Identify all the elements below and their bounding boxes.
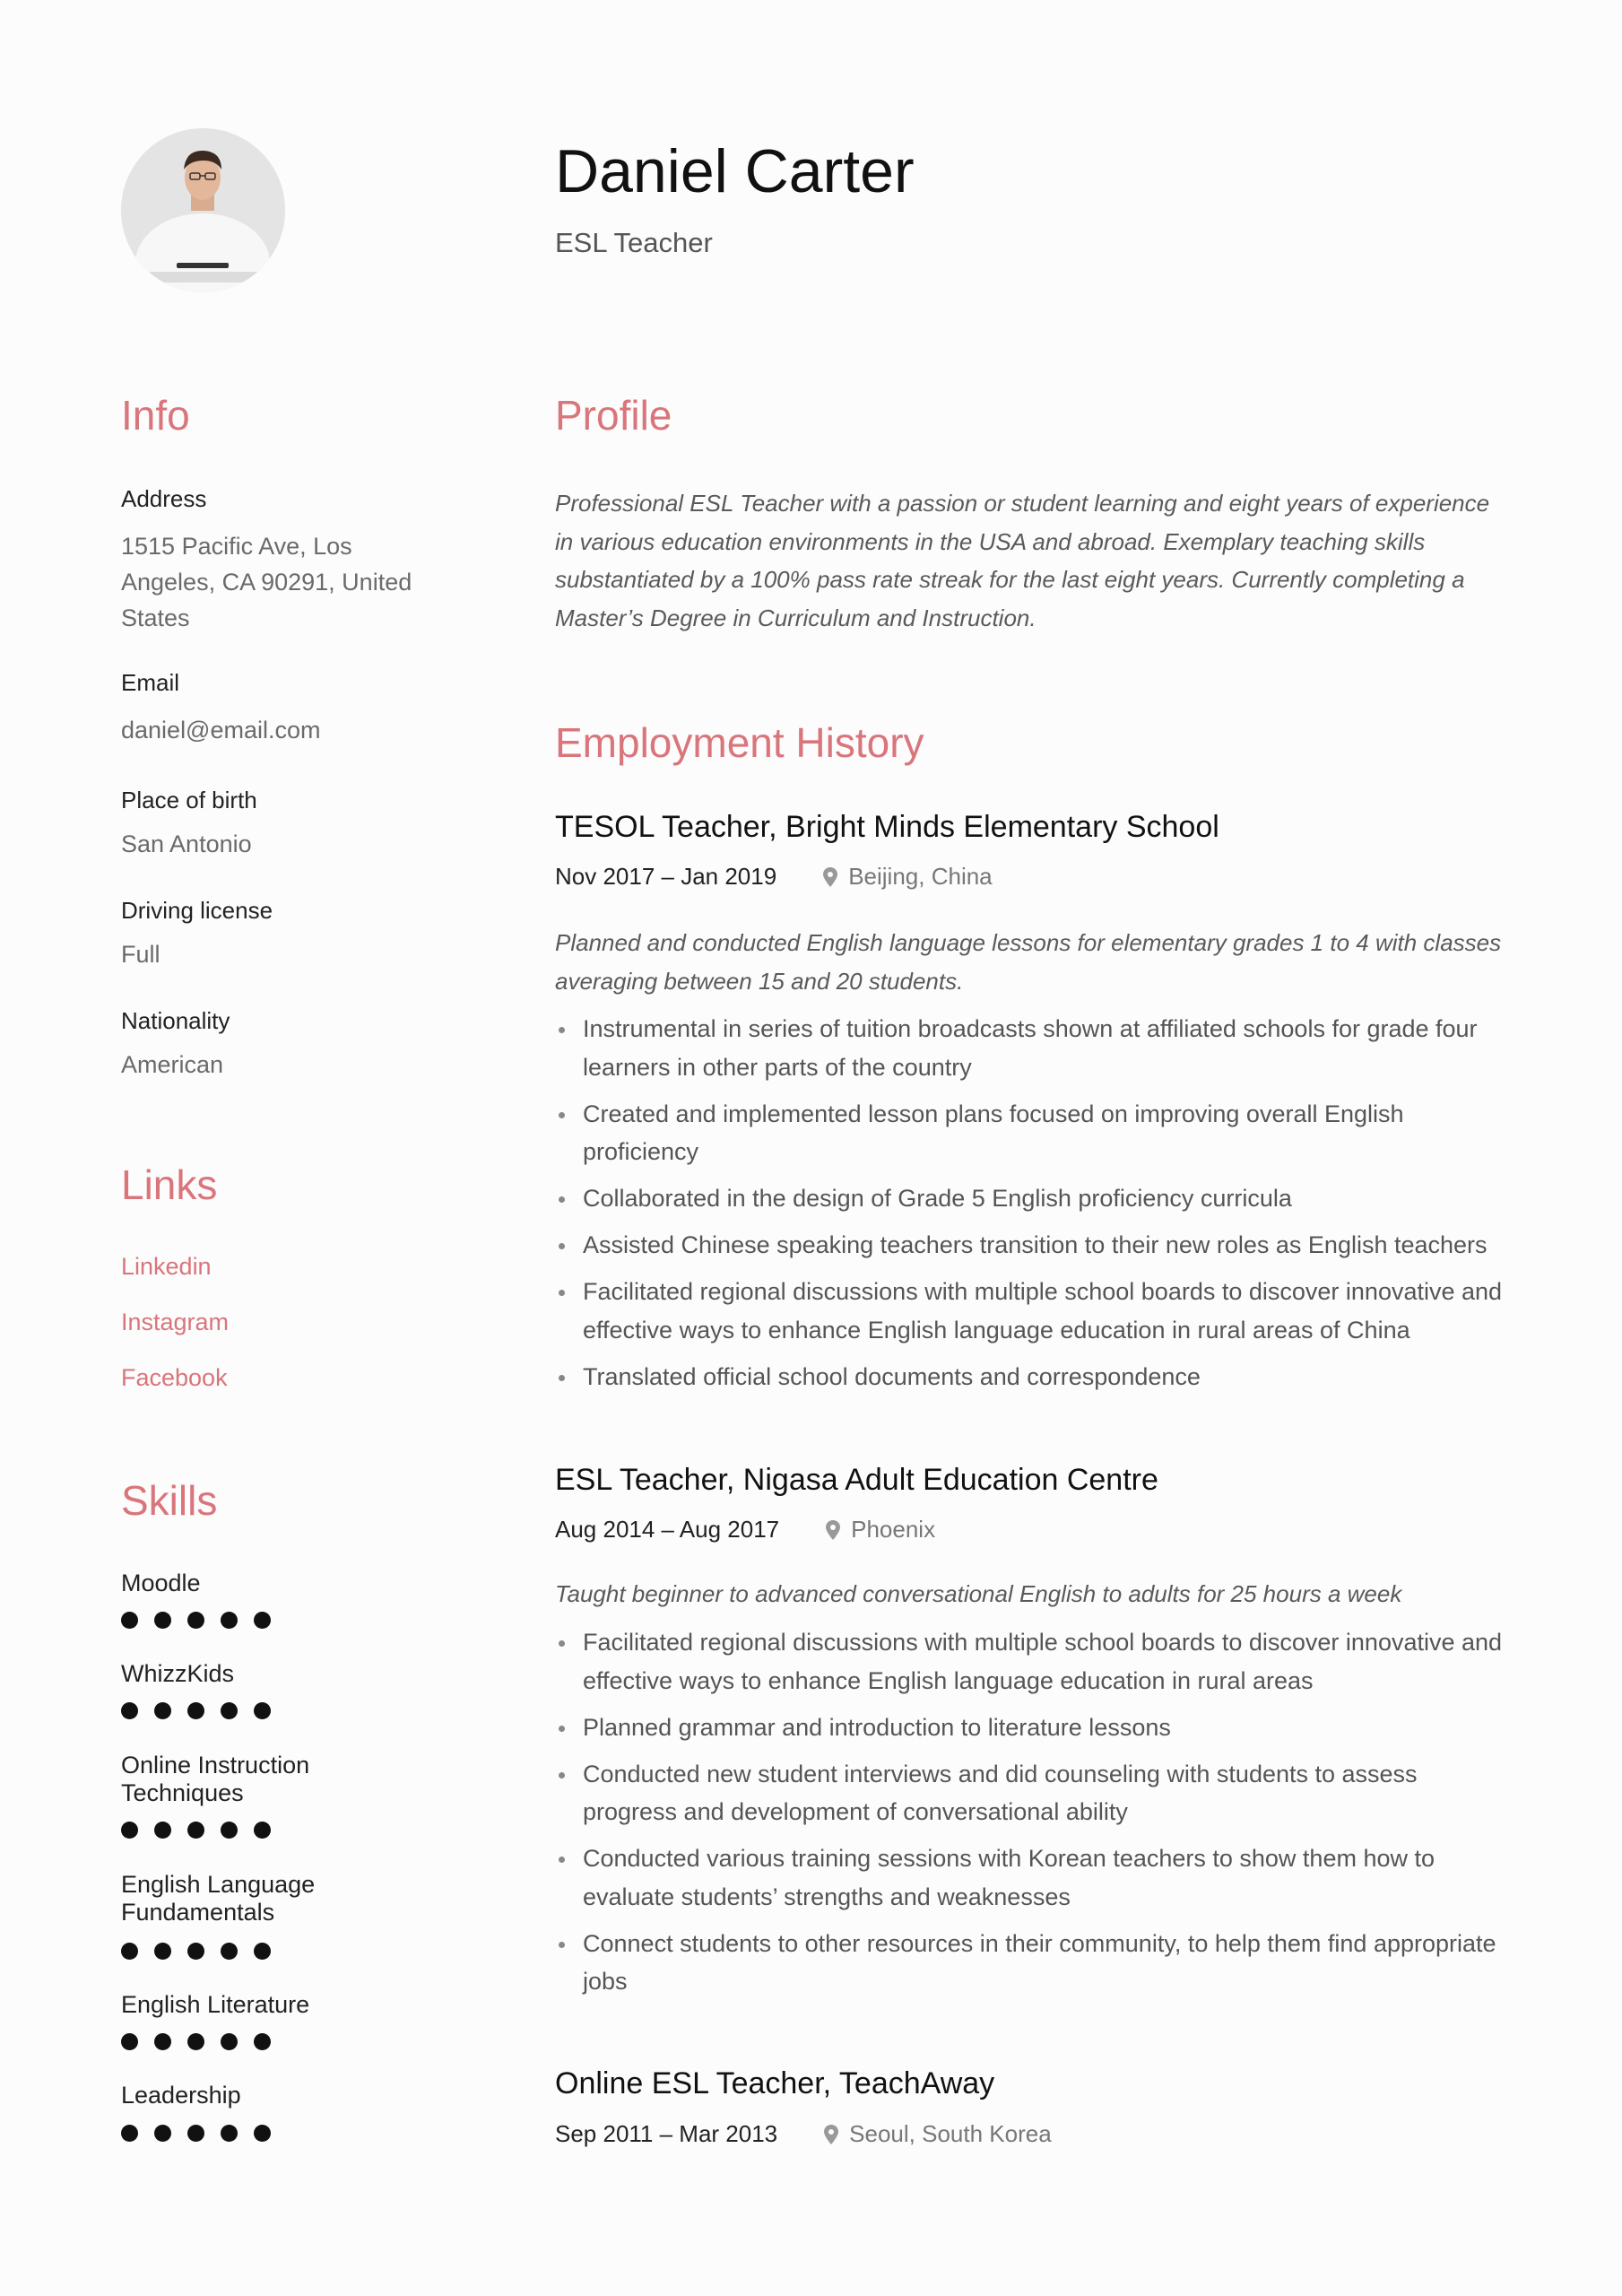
list-item: Collaborated in the design of Grade 5 English proficiency curricula xyxy=(555,1179,1505,1218)
skill-leadership: Leadership xyxy=(121,2082,241,2109)
skill-level-english-fundamentals xyxy=(121,1943,271,1961)
job-location-text-2: Phoenix xyxy=(851,1516,936,1543)
job-location-text-3: Seoul, South Korea xyxy=(849,2120,1052,2147)
employment-heading: Employment History xyxy=(555,719,924,766)
skill-level-online-instruction xyxy=(121,1822,271,1839)
email-label: Email xyxy=(121,669,180,696)
job-dates-1: Nov 2017 – Jan 2019 xyxy=(555,863,777,890)
list-item: Instrumental in series of tuition broadcasts shown at affiliated schools for grade four learners in other parts of the country xyxy=(555,1010,1505,1086)
job-title-2: ESL Teacher, Nigasa Adult Education Centre xyxy=(555,1463,1158,1497)
skill-dot xyxy=(254,2125,271,2142)
skill-level-english-literature xyxy=(121,2033,271,2051)
skill-dot xyxy=(154,1612,171,1629)
job-dates-3: Sep 2011 – Mar 2013 xyxy=(555,2120,778,2147)
skill-english-fundamentals: English Language Fundamentals xyxy=(121,1871,316,1926)
skill-online-instruction: Online Instruction Techniques xyxy=(121,1752,310,1806)
email-value: daniel@email.com xyxy=(121,717,321,744)
profile-photo xyxy=(121,128,285,292)
job-location-text-1: Beijing, China xyxy=(848,863,993,890)
skill-dot xyxy=(221,2033,238,2050)
skill-dot xyxy=(154,1943,171,1960)
job-dates-2: Aug 2014 – Aug 2017 xyxy=(555,1516,780,1543)
skill-dot xyxy=(121,2125,138,2142)
skill-dot xyxy=(187,2033,204,2050)
birth-label: Place of birth xyxy=(121,787,257,813)
job-bullets-2 xyxy=(555,1623,1505,2009)
job-title-1: TESOL Teacher, Bright Minds Elementary School xyxy=(555,810,1219,844)
list-item: Conducted new student interviews and did counseling with students to assess progress and development of conversational ability xyxy=(555,1755,1505,1831)
job-description-2: Taught beginner to advanced conversational English to adults for 25 hours a week xyxy=(555,1580,1402,1607)
location-pin-icon xyxy=(823,867,837,887)
skill-dot xyxy=(187,1943,204,1960)
facebook-link[interactable]: Facebook xyxy=(121,1364,228,1391)
skill-level-whizzkids xyxy=(121,1702,271,1720)
skill-dot xyxy=(121,1822,138,1839)
list-item: Created and implemented lesson plans focused on improving overall English proficiency xyxy=(555,1095,1505,1171)
skill-dot xyxy=(221,2125,238,2142)
skill-dot xyxy=(254,2033,271,2050)
job-location-3 xyxy=(777,2120,1052,2148)
list-item: Facilitated regional discussions with multiple school boards to discover innovative and effective ways to enhance English language education in rural areas of China xyxy=(555,1273,1505,1349)
skill-level-leadership xyxy=(121,2125,271,2143)
job-description-1: Planned and conducted English language lessons for elementary grades 1 to 4 with classes averaging between 15 and 20 students. xyxy=(555,929,1502,995)
license-label: Driving license xyxy=(121,897,273,924)
skill-dot xyxy=(221,1943,238,1960)
skill-dot xyxy=(221,1702,238,1719)
list-item: Planned grammar and introduction to literature lessons xyxy=(555,1709,1505,1747)
list-item: Translated official school documents and correspondence xyxy=(555,1358,1505,1396)
skill-level-moodle xyxy=(121,1612,271,1630)
list-item: Connect students to other resources in their community, to help them find appropriate jobs xyxy=(555,1925,1505,2001)
skill-dot xyxy=(121,1702,138,1719)
birth-value: San Antonio xyxy=(121,831,252,857)
job-meta-2 xyxy=(555,1516,935,1544)
skill-dot xyxy=(187,1702,204,1719)
list-item: Conducted various training sessions with Korean teachers to show them how to evaluate students’ strengths and weaknesses xyxy=(555,1839,1505,1916)
job-meta-1 xyxy=(555,863,993,891)
list-item: Facilitated regional discussions with multiple school boards to discover innovative and effective ways to enhance English language education in rural areas xyxy=(555,1623,1505,1700)
skill-dot xyxy=(154,1702,171,1719)
nationality-value: American xyxy=(121,1051,224,1078)
job-location-2 xyxy=(779,1516,935,1544)
job-location-1 xyxy=(776,863,992,891)
list-item: Assisted Chinese speaking teachers transition to their new roles as English teachers xyxy=(555,1226,1505,1265)
skill-dot xyxy=(254,1822,271,1839)
skills-heading: Skills xyxy=(121,1477,218,1524)
skill-english-literature: English Literature xyxy=(121,1991,310,2018)
skill-dot xyxy=(254,1612,271,1629)
skill-dot xyxy=(221,1612,238,1629)
skill-dot xyxy=(121,1612,138,1629)
skill-dot xyxy=(154,1822,171,1839)
profile-heading: Profile xyxy=(555,392,672,439)
skill-dot xyxy=(187,1612,204,1629)
address-value: 1515 Pacific Ave, Los Angeles, CA 90291, United States xyxy=(121,533,412,631)
skill-dot xyxy=(254,1702,271,1719)
candidate-title: ESL Teacher xyxy=(555,227,713,258)
address-label: Address xyxy=(121,485,207,512)
skill-dot xyxy=(154,2125,171,2142)
skill-moodle: Moodle xyxy=(121,1570,201,1596)
instagram-link[interactable]: Instagram xyxy=(121,1309,230,1335)
skill-dot xyxy=(121,1943,138,1960)
skill-dot xyxy=(221,1822,238,1839)
location-pin-icon xyxy=(824,2125,838,2144)
profile-summary: Professional ESL Teacher with a passion or student learning and eight years of experience in various education environments in the USA and abroad. Exemplary teaching skills substantiated by a 100% pass rate streak for the last eight years. Currently completing a Master’s Degree in Curriculum and Instruction. xyxy=(555,490,1490,631)
job-bullets-1 xyxy=(555,1010,1505,1405)
candidate-name: Daniel Carter xyxy=(555,137,915,205)
skill-whizzkids: WhizzKids xyxy=(121,1660,235,1687)
nationality-label: Nationality xyxy=(121,1007,230,1034)
job-meta-3 xyxy=(555,2120,1052,2148)
skill-dot xyxy=(187,2125,204,2142)
linkedin-link[interactable]: Linkedin xyxy=(121,1253,212,1280)
job-title-3: Online ESL Teacher, TeachAway xyxy=(555,2066,995,2100)
links-heading: Links xyxy=(121,1161,218,1208)
skill-dot xyxy=(121,2033,138,2050)
info-heading: Info xyxy=(121,392,190,439)
skill-dot xyxy=(254,1943,271,1960)
skill-dot xyxy=(154,2033,171,2050)
skill-dot xyxy=(187,1822,204,1839)
license-value: Full xyxy=(121,941,160,968)
location-pin-icon xyxy=(826,1520,840,1540)
